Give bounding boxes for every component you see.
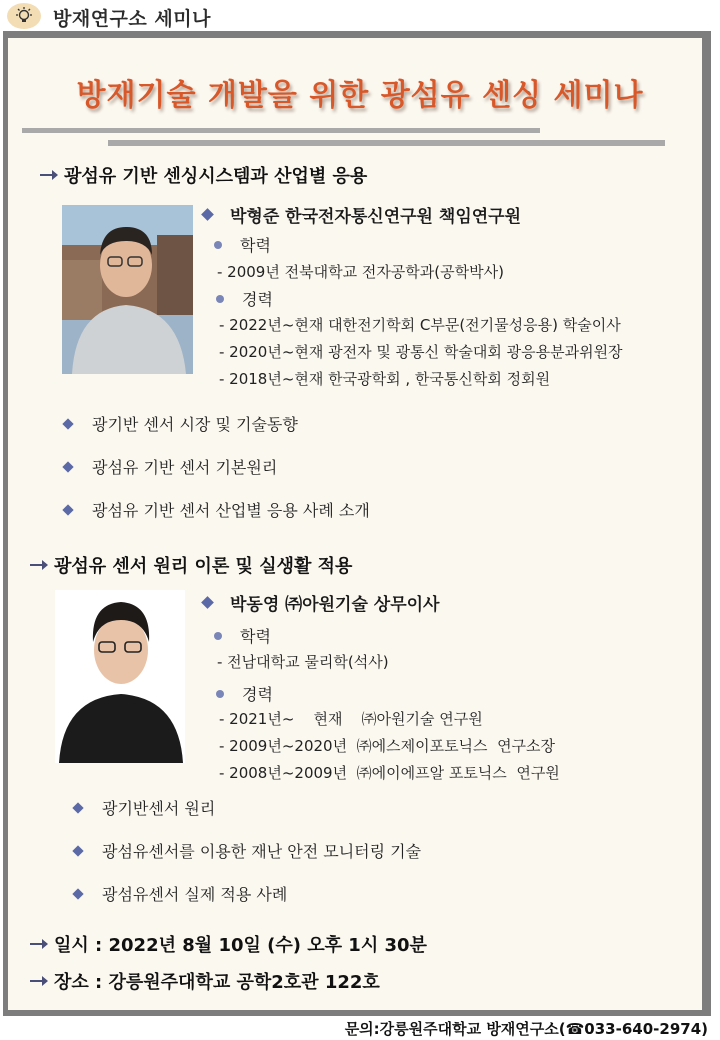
speaker2-photo bbox=[55, 590, 185, 763]
item-text: 광기반센서 원리 bbox=[102, 799, 216, 818]
main-title: 방재기술 개발을 위한 광섬유 센싱 세미나 bbox=[76, 78, 644, 113]
venue-text: 장소 : 강릉원주대학교 공학2호관 122호 bbox=[54, 972, 380, 993]
item-text: 광섬유센서를 이용한 재난 안전 모니터링 기술 bbox=[102, 842, 422, 861]
career-label-text: 경력 bbox=[242, 685, 273, 704]
education-label-text: 학력 bbox=[240, 627, 271, 646]
speaker1-career-line: - 2018년~현재 한국광학회 , 한국통신학회 정회원 bbox=[219, 370, 551, 388]
diamond-bullet-icon bbox=[62, 504, 73, 515]
item-text: 광섬유 기반 센서 기본원리 bbox=[92, 458, 278, 477]
dot-bullet-icon bbox=[214, 632, 222, 640]
speaker2-career-line: - 2008년~2009년 ㈜에이에프알 포토닉스 연구원 bbox=[219, 764, 560, 782]
speaker1-name bbox=[203, 202, 521, 227]
dot-bullet-icon bbox=[216, 295, 224, 303]
header-title: 방재연구소 세미나 bbox=[53, 8, 211, 30]
diamond-bullet-icon bbox=[62, 461, 73, 472]
education-label-text: 학력 bbox=[240, 236, 271, 255]
session1-topic-text: 광섬유 기반 센싱시스템과 산업별 응용 bbox=[64, 166, 368, 187]
diamond-bullet-icon bbox=[72, 802, 83, 813]
session2-item bbox=[74, 796, 215, 819]
speaker2-name bbox=[203, 590, 439, 615]
session1-topic bbox=[40, 162, 367, 188]
session2-topic-text: 광섬유 센서 원리 이론 및 실생활 적용 bbox=[54, 556, 353, 577]
diamond-bullet-icon bbox=[62, 418, 73, 429]
item-text: 광섬유 기반 센서 산업별 응용 사례 소개 bbox=[92, 501, 370, 520]
header-bar bbox=[0, 0, 720, 30]
session1-item bbox=[64, 498, 370, 521]
speaker2-education-line: - 전남대학교 물리학(석사) bbox=[217, 653, 389, 671]
speaker1-career-line: - 2022년~현재 대한전기학회 C부문(전기물성응용) 학술이사 bbox=[219, 316, 621, 334]
diamond-bullet-icon bbox=[72, 845, 83, 856]
item-text: 광기반 센서 시장 및 기술동향 bbox=[92, 415, 298, 434]
session2-item bbox=[74, 839, 421, 862]
speaker1-career-line: - 2020년~현재 광전자 및 광통신 학술대회 광응용분과위원장 bbox=[219, 343, 623, 361]
session1-item bbox=[64, 455, 277, 478]
arrow-icon bbox=[30, 938, 48, 950]
speaker1-name-text: 박형준 한국전자통신연구원 책임연구원 bbox=[230, 207, 522, 227]
speaker1-career-label bbox=[216, 287, 273, 310]
session2-item bbox=[74, 882, 287, 905]
speaker2-education-label bbox=[214, 624, 271, 647]
speaker1-education-line: - 2009년 전북대학교 전자공학과(공학박사) bbox=[217, 263, 504, 281]
speaker1-photo bbox=[62, 205, 193, 374]
dot-bullet-icon bbox=[216, 690, 224, 698]
contact-info: 문의:강릉원주대학교 방재연구소(☎033-640-2974) bbox=[344, 1020, 708, 1038]
diamond-bullet-icon bbox=[201, 596, 214, 609]
diamond-bullet-icon bbox=[201, 208, 214, 221]
speaker2-name-text: 박동영 ㈜아원기술 상무이사 bbox=[230, 595, 440, 615]
divider-bottom bbox=[108, 140, 665, 146]
arrow-icon bbox=[40, 169, 58, 181]
schedule-text: 일시 : 2022년 8월 10일 (수) 오후 1시 30분 bbox=[54, 935, 427, 956]
speaker2-career-line: - 2021년~ 현재 ㈜아원기술 연구원 bbox=[219, 710, 483, 728]
item-text: 광섬유센서 실제 적용 사례 bbox=[102, 885, 288, 904]
diamond-bullet-icon bbox=[72, 888, 83, 899]
speaker2-career-line: - 2009년~2020년 ㈜에스제이포토닉스 연구소장 bbox=[219, 737, 556, 755]
lightbulb-icon bbox=[7, 3, 41, 29]
arrow-icon bbox=[30, 975, 48, 987]
speaker2-career-label bbox=[216, 682, 273, 705]
schedule bbox=[30, 931, 427, 957]
divider-top bbox=[22, 128, 540, 133]
session1-item bbox=[64, 412, 298, 435]
dot-bullet-icon bbox=[214, 241, 222, 249]
career-label-text: 경력 bbox=[242, 290, 273, 309]
session2-topic bbox=[30, 552, 352, 578]
speaker1-education-label bbox=[214, 233, 271, 256]
arrow-icon bbox=[30, 559, 48, 571]
venue bbox=[30, 968, 380, 994]
